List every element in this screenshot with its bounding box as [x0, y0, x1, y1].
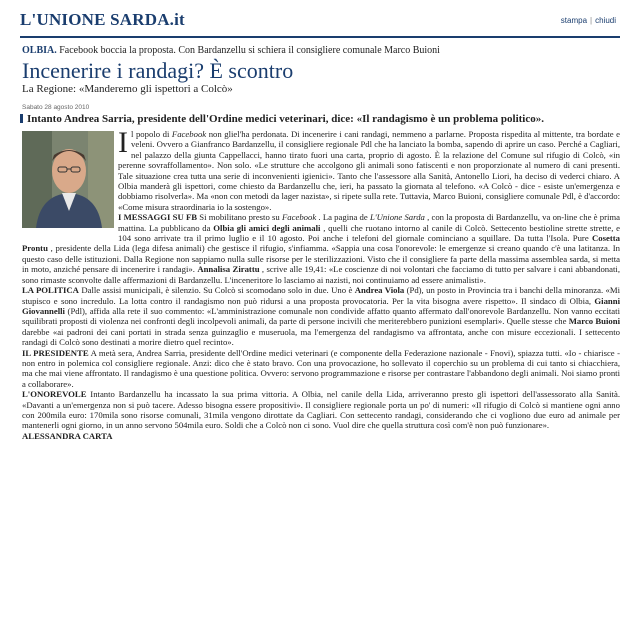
article-date: Sabato 28 agosto 2010	[22, 104, 90, 111]
p2-t2: . La pagina de	[316, 212, 370, 223]
p2-name1: Cosetta Prontu	[22, 233, 620, 254]
section-head-presidente: IL PRESIDENTE	[22, 347, 89, 358]
kicker-text: Facebook boccia la proposta. Con Bardanzellu si schiera il consigliere comunale Marco Buioni	[56, 45, 440, 56]
article-body	[22, 126, 621, 441]
section-head-messaggi: I MESSAGGI SU FB	[118, 212, 198, 223]
p2-unione: L'Unione Sarda	[369, 212, 425, 223]
p2-t1: Si mobilitano presto su	[197, 212, 282, 223]
lead-text: Intanto Andrea Sarria, presidente dell'Ordine medici veterinari, dice: «Il randagismo è un problema politico».	[27, 113, 544, 125]
article-title: Incenerire i randagi? È scontro	[22, 58, 294, 83]
article-kicker	[22, 45, 620, 56]
p2-t4: , quelli che ruotano intorno al canile di Colcò. Settecento bestioline strette strette, e 104 sono arrivate tra il primo luglio e il 10 agosto. Poi anche i telefoni del giornale cominciano a squillare. Da tutta l'Isola. Pure	[118, 222, 620, 244]
p3-name1: Andrea Viola	[354, 285, 405, 296]
article-subtitle: La Regione: «Manderemo gli ispettori a Colcò»	[22, 83, 233, 95]
section-head-onorevole: L'ONOREVOLE	[22, 389, 87, 400]
toolbar	[561, 16, 616, 25]
paragraph-presidente	[22, 348, 620, 390]
paragraph-politica	[22, 285, 620, 347]
site-header	[20, 8, 620, 38]
p2-group: Olbia gli amici degli animali	[213, 222, 321, 233]
p2-name2: Annalisa Zirattu	[197, 264, 260, 275]
p3-name2: Gianni Giovannelli	[22, 295, 620, 316]
p1-facebook: Facebook	[171, 129, 207, 139]
close-link[interactable]: chiudi	[595, 16, 616, 25]
p1-text-a: l popolo di	[131, 129, 172, 139]
article-author: ALESSANDRA CARTA	[22, 430, 113, 441]
p2-facebook: Facebook	[281, 212, 317, 223]
toolbar-separator: |	[590, 16, 593, 25]
article-lead	[20, 113, 620, 125]
p3-name3: Marco Buioni	[568, 316, 620, 327]
p4-t1: A metà sera, Andrea Sarria, presidente dell'Ordine medici veterinari (e componente della Federazione nazionale - Fnovi), spiazza tutti. «Io - chiarisce - non entro in polemica col consigliere regionale. Anzi: dico che è stato bravo. Con una provocazione, ho sollevato il coperchio su un problema di cui tanto si chiacchiera, ma che mai viene affrontato. Il randagismo è una questione politica. Ovvero: servono programmazione e risorse per contrastare l'abbandono degli animali. Noi siamo pronti a collaborare».	[22, 347, 620, 389]
p2-t6: , scrive alle 19,41: «Le coscienze di noi volontari che facciamo di tutto per salvare i cani abbandonati, sono rimaste sconvolte dalle affermazioni di Bardanzellu. L'inceneritore lo lasciamo ai nazisti, noi continuiamo ad essere animalisti».	[22, 264, 620, 285]
lead-marker	[20, 114, 23, 123]
photo-spacer	[22, 129, 118, 243]
paragraph-onorevole	[22, 389, 620, 431]
p5-t1: Intanto Bardanzellu ha incassato la sua prima vittoria. A Olbia, nel canile della Lida, arriveranno presto gli ispettori dell'assessorato alla Sanità. «Davanti a un'emergenza non si può tacere. Adesso bisogna essere propositivi». Il consigliere regionale porta un po' di numeri: «Il rifugio di Colcò si mantiene ogni anno con 200mila euro: 170mila sono risorse comunali, 31mila vengono dirottate da Cagliari. Con settecento randagi, considerando che ci vogliono due euro ad animale per mantenerli ogni giorno, in un anno servono 504mila euro. Soldi che a Colcò non ci sono. Vuol dire che quella struttura così com'è non può funzionare».	[22, 389, 620, 431]
p3-t2: (Pd), un posto in Provincia tra i banchi della minoranza. «Mi stupisco e sono incredulo. La lotta contro il randagismo non può ridursi a una proposta provocatoria. Per la vita bisogna avere rispetto». Il sindaco di Olbia,	[22, 285, 621, 306]
site-logo[interactable]: L'UNIONE SARDA.it	[20, 10, 185, 29]
p1-text-b: non gliel'ha perdonata. Di incenerire i cani randagi, nemmeno a parlarne. Proposta rispedita al mittente, tra bordate e veleni. Ovvero a Gianfranco Bardanzellu, il consigliere regionale Pdl che ha lanciato la bomba, sapendo di aprire un caso. Perché a Cagliari, nel palazzo della giunta Cappellacci, hanno tirato fuori una carta, proprio di agosto. È la relazione del Comune sul rifugio di Colcò, «in perenne sovraffollamento». Non solo. «Le strutture che accolgono gli animali sono fatiscenti e non proporzionate al numero di cani presenti. Tale situazione crea tutta una serie di inconvenienti igienici». Tanto che l'assessore alla Sanità, Antonello Liori, ha deciso di vederci chiaro. A Olbia manderà gli ispettori, come chiesto da Bardanzellu che, ieri, ha passato la giornata al telefono. «A Colcò - dice - esiste un'emergenza e dobbiamo risolverla». Ma «non con metodi da lager nazista», si ripete sulla rete. Tuttavia, Marco Buioni, consigliere comunale Pdl, è d'accordo: «Come misura straordinaria io la sostengo».	[118, 129, 620, 212]
drop-cap: I	[118, 126, 128, 159]
p3-t1: Dalle assisi municipali, è silenzio. Su Colcò si scomodano solo in due. Uno è	[78, 285, 355, 296]
section-head-politica: LA POLITICA	[22, 285, 79, 296]
kicker-place: OLBIA.	[22, 45, 57, 56]
p2-t5: , presidente della Lida (lega difesa animali) che gestisce il rifugio, s'infiamma. «Sappia una cosa l'onorevole: le emergenze si creano quando c'è una latitanza. In questo caso delle istituzioni. Dalla Regione non sappiamo nulla sulle risorse per le sterilizzazioni. Visto che il consigliere fa parte della massima assemblea sarda, si metta in moto, anziché pensare di incenerire i randagi».	[22, 243, 620, 275]
print-link[interactable]: stampa	[560, 16, 588, 25]
p3-t4: darebbe «ai padroni dei cani portati in strada senza guinzaglio e museruola, ma l'emergenza del randagismo va affrontata, anche con misure eccezionali. I settecento randagi di Colcò sono destinati a morire dietro quel recinto».	[22, 326, 620, 348]
p2-t3: , con la proposta di Bardanzellu, va on-line che è prima mattina. La pubblicano da	[118, 212, 620, 233]
p3-t3: (Pdl), affida alla rete il suo commento: «L'amministrazione comunale non condivide affatto quanto affermato dall'onorevole Bardanzellu. Non vanno eccitati squilibrati proposti di violenza nei confronti degli incolpevoli animali, da parte di persone incivili che meriterebbero punizioni esemplari». Quelle stesse che	[22, 305, 620, 327]
